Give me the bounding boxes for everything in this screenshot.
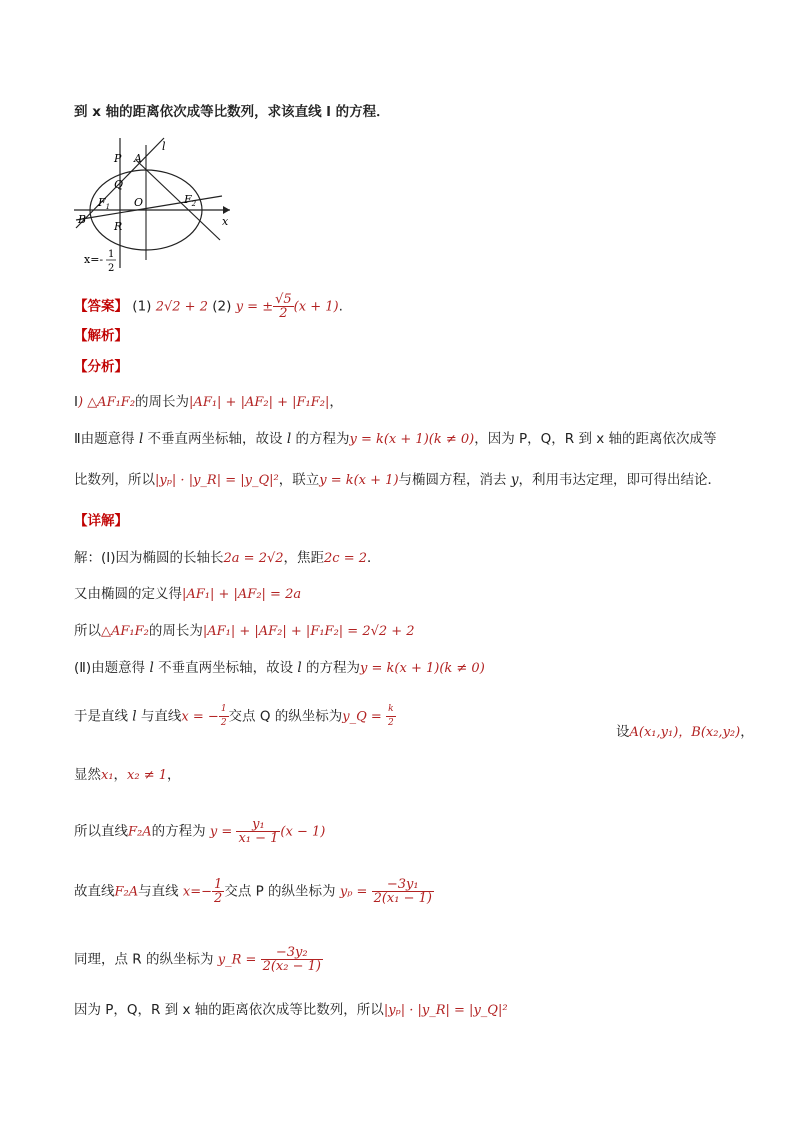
detail-line-9: 故直线F₂A与直线 x=− $\frac{1}{2}$ 交点 P 的纵坐标为 yₚ = $\frac{\text{−3y₁}}{\text{2(x₁ − 1)}}$ xyxy=(74,877,432,906)
detail-line-8: 所以直线F₂A的方程为 y = $\frac{\text{y₁}}{\text{x₁ − 1}}$ (x − 1) xyxy=(74,817,326,846)
ellipse-figure xyxy=(72,130,242,280)
analysis-line-1: I) △AF₁F₂的周长为|AF₁| + |AF₂| + |F₁F₂|， xyxy=(74,394,343,410)
detail-line-4: (Ⅱ)由题意得 l 不垂直两坐标轴，故设 l 的方程为y = k(x + 1)(k ≠ 0) xyxy=(74,660,485,676)
analysis-line-2: Ⅱ由题意得 l 不垂直两坐标轴，故设 l 的方程为y = k(x + 1)(k ≠ 0)，因为 P，Q，R 到 x 轴的距离依次成等 xyxy=(74,431,717,447)
label-l: l xyxy=(162,140,166,153)
label-Q: Q xyxy=(114,178,124,191)
detail-line-6: 设A(x₁,y₁)，B(x₂,y₂)， xyxy=(616,724,754,740)
detail-line-2: 又由椭圆的定义得|AF₁| + |AF₂| = 2a xyxy=(74,586,302,602)
fenxi-heading: 【分析】 xyxy=(74,359,128,375)
xiangjie-heading: 【详解】 xyxy=(74,513,128,529)
label-P: P xyxy=(114,152,122,165)
problem-text: 到 x 轴的距离依次成等比数列，求该直线 l 的方程． xyxy=(74,104,390,120)
detail-line-1: 解：(Ⅰ)因为椭圆的长轴长2a = 2√2，焦距2c = 2． xyxy=(74,550,381,566)
detail-line-10: 同理，点 R 的纵坐标为 y_R = $\frac{\text{−3y₂}}{\text{2(x₂ − 1)}}$ xyxy=(74,945,321,974)
label-R: R xyxy=(114,220,123,233)
svg-text:1: 1 xyxy=(108,249,115,260)
answer-line: 【答案】 (1) 2√2 + 2 (2) y = ± $\frac{√5}{2}$ (x + 1). xyxy=(74,292,343,321)
detail-line-7: 显然x₁，x₂ ≠ 1， xyxy=(74,767,181,783)
analysis-line-3: 比数列，所以|yₚ| · |y_R| = |y_Q|²，联立y = k(x + 1)与椭圆方程，消去 y，利用韦达定理，即可得出结论． xyxy=(74,472,721,488)
detail-line-3: 所以△AF₁F₂的周长为|AF₁| + |AF₂| + |F₁F₂| = 2√2 + 2 xyxy=(74,623,415,639)
jiexi-heading: 【解析】 xyxy=(74,328,128,344)
label-A: A xyxy=(134,152,142,165)
detail-line-5: 于是直线 l 与直线x = − $\frac{1}{2}$ 交点 Q 的纵坐标为y_Q = $\frac{k}{2}$ xyxy=(74,704,394,728)
label-O: O xyxy=(134,196,144,209)
label-x: x xyxy=(222,215,229,228)
label-eq: x=- xyxy=(84,253,104,266)
label-F1: $F_1$ xyxy=(98,196,111,211)
label-F2: $F_2$ xyxy=(184,193,197,208)
detail-line-11: 因为 P，Q，R 到 x 轴的距离依次成等比数列，所以|yₚ| · |y_R| = |y_Q|² xyxy=(74,1002,508,1018)
svg-text:2: 2 xyxy=(108,263,115,274)
label-B: B xyxy=(78,213,87,226)
